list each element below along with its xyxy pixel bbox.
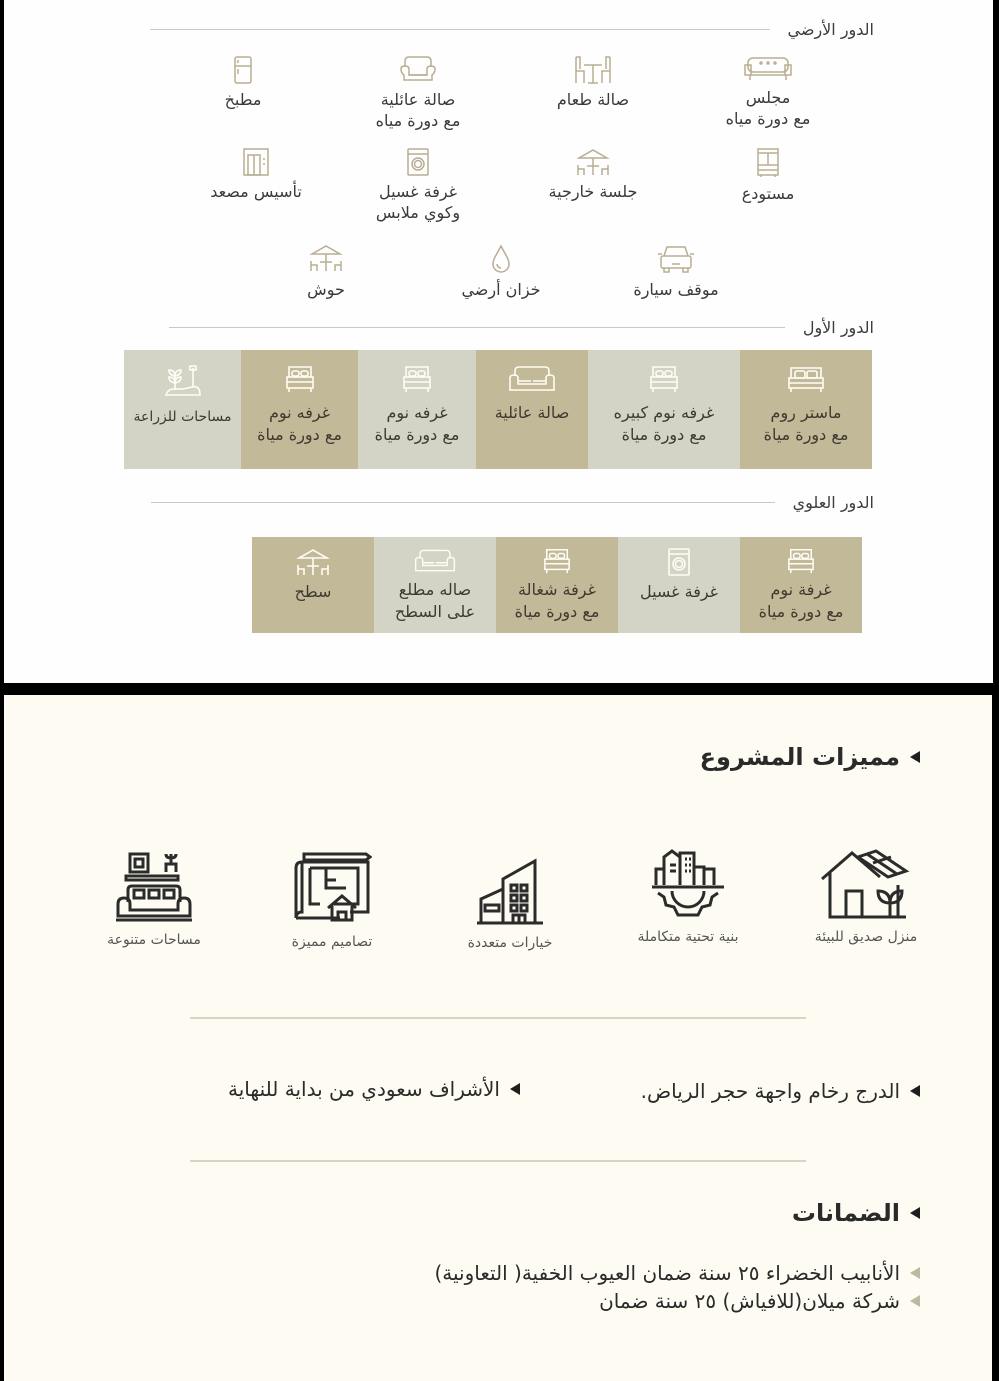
washing-machine-icon: [405, 147, 431, 177]
feature-varied-spaces: [74, 850, 234, 948]
feature-label: بنية تحتية متكاملة: [637, 929, 739, 945]
first-floor-title: الدور الأول: [802, 318, 874, 337]
infrastructure-icon: [650, 845, 726, 921]
warranty-text: شركة ميلان(للافياش) ٢٥ سنة ضمان: [599, 1289, 900, 1313]
triangle-bullet-icon: [510, 1083, 520, 1095]
tile-farming-areas: [124, 350, 241, 469]
dining-table-icon: [572, 55, 614, 85]
car-icon: [656, 243, 696, 275]
ground-item-outdoor-seating: [508, 147, 678, 202]
sofa-icon: [507, 364, 557, 394]
ground-item-laundry: [333, 147, 503, 223]
features-panel: [4, 695, 992, 1381]
tile-roof-hall: [374, 537, 496, 633]
ground-item-sublabel: مع دورة مياه: [725, 109, 811, 128]
tile-sublabel: مع دورة مياة: [621, 425, 707, 444]
tile-label: صالة عائلية: [494, 403, 570, 422]
warranty-item-fixtures: [599, 1289, 920, 1313]
washing-machine-icon: [666, 547, 692, 577]
tile-sublabel: مع دورة مياة: [257, 425, 342, 444]
blueprint-icon: [292, 850, 372, 926]
divider: [169, 327, 785, 328]
ground-item-label: تأسيس مصعد: [210, 182, 302, 201]
patio-umbrella-icon: [295, 547, 331, 577]
water-drop-icon: [489, 243, 513, 275]
ground-item-majlis: [683, 55, 853, 129]
elevator-icon: [242, 147, 270, 177]
triangle-bullet-icon: [910, 751, 920, 763]
ground-item-elevator: [171, 147, 341, 202]
features-heading: [700, 743, 920, 771]
feature-eco-house: [786, 845, 946, 945]
tile-label: غرفه نوم: [386, 403, 448, 422]
feature-label: مساحات متنوعة: [107, 932, 201, 948]
tile-laundry: [618, 537, 740, 633]
tile-sublabel: على السطح: [394, 602, 476, 621]
armchair-icon: [398, 55, 438, 85]
warranty-text: الأنابيب الخضراء ٢٥ سنة ضمان العيوب الخفية( التعاونية): [434, 1261, 900, 1285]
sofa-icon: [413, 547, 457, 575]
triangle-bullet-icon: [910, 1207, 920, 1219]
tile-label: غرفه نوم كبيره: [613, 403, 715, 422]
feature-infrastructure: [608, 845, 768, 945]
ground-item-kitchen: [158, 55, 328, 110]
ground-item-label: صالة طعام: [556, 90, 630, 109]
feature-label: تصاميم مميزة: [291, 934, 373, 950]
ground-item-sublabel: وكوي ملابس: [375, 203, 461, 222]
ground-item-family-hall: [333, 55, 503, 131]
patio-umbrella-icon: [575, 147, 611, 177]
ground-item-label: موقف سيارة: [633, 280, 719, 299]
divider: [150, 29, 770, 30]
fridge-icon: [232, 55, 254, 85]
highlight-staircase: [641, 1079, 920, 1103]
plant-shovel-icon: [163, 364, 203, 398]
tile-bedroom: [740, 537, 862, 633]
tile-sublabel: مع دورة مياة: [763, 425, 849, 444]
ground-item-label: مجلس: [745, 88, 791, 107]
bed-icon: [401, 364, 433, 394]
patio-umbrella-icon: [308, 243, 344, 275]
tile-sublabel: مع دورة مياة: [514, 602, 600, 621]
ground-item-dining: [508, 55, 678, 110]
highlight-text: الأشراف سعودي من بداية للنهاية: [228, 1077, 500, 1101]
ground-item-label: جلسة خارجية: [548, 182, 638, 201]
ground-floor-title: الدور الأرضي: [787, 20, 874, 39]
tile-label: غرفة غسيل: [639, 582, 719, 601]
tile-label: غرفه نوم: [268, 403, 331, 422]
ground-item-yard: [241, 243, 411, 300]
tile-family-hall: [476, 350, 588, 469]
divider: [190, 1017, 806, 1019]
tile-label: ماستر روم: [770, 403, 842, 422]
ground-floor-header: [150, 20, 874, 39]
tile-maid-room: [496, 537, 618, 633]
tile-bedroom-1: [358, 350, 476, 469]
bed-icon: [648, 364, 680, 394]
highlight-text: الدرج رخام واجهة حجر الرياض.: [640, 1079, 900, 1103]
building-icon: [475, 857, 545, 927]
triangle-bullet-icon: [910, 1295, 920, 1307]
tile-label: مساحات للزراعة: [133, 409, 232, 425]
ground-item-label: صالة عائلية: [380, 90, 456, 109]
feature-label: خيارات متعددة: [467, 935, 553, 951]
sofa-icon: [742, 55, 794, 83]
eco-house-icon: [818, 845, 914, 921]
feature-multiple-options: [430, 857, 590, 951]
warranties-heading: [792, 1199, 920, 1227]
ground-item-water-tank: [416, 243, 586, 300]
divider: [190, 1160, 806, 1162]
first-floor-header: [169, 318, 874, 337]
first-floor-tiles: [124, 350, 872, 469]
triangle-bullet-icon: [910, 1267, 920, 1279]
ground-item-label: مستودع: [741, 184, 795, 203]
ground-item-label: حوش: [307, 280, 345, 299]
warranty-item-pipes: [434, 1261, 920, 1285]
warranties-title: الضمانات: [791, 1199, 900, 1227]
divider: [151, 502, 775, 503]
feature-distinguished-designs: [252, 850, 412, 950]
ground-item-label: خزان أرضي: [461, 280, 541, 299]
features-title: مميزات المشروع: [699, 743, 900, 771]
ground-item-label: غرفة غسيل: [378, 182, 458, 201]
living-room-icon: [114, 850, 194, 924]
double-bed-icon: [786, 364, 826, 394]
ground-item-label: مطبخ: [224, 90, 262, 109]
feature-label: منزل صديق للبيئة: [814, 929, 918, 945]
highlight-supervision: [228, 1077, 520, 1101]
tile-sublabel: مع دورة مياة: [758, 602, 844, 621]
tile-large-bedroom: [588, 350, 740, 469]
tile-master-room: [740, 350, 872, 469]
bed-icon: [785, 547, 817, 575]
upper-floor-tiles: [252, 537, 862, 633]
tile-label: سطح: [294, 582, 332, 601]
tile-bedroom-2: [241, 350, 358, 469]
ground-item-storage: [683, 147, 853, 204]
ground-item-parking: [591, 243, 761, 300]
tile-label: غرفة نوم: [770, 580, 832, 599]
ground-item-sublabel: مع دورة مياه: [375, 111, 461, 130]
bed-icon: [284, 364, 316, 394]
tile-roof: [252, 537, 374, 633]
cabinet-icon: [755, 147, 781, 179]
tile-label: صاله مطلع: [398, 580, 472, 599]
tile-label: غرفة شغالة: [518, 580, 596, 599]
upper-floor-title: الدور العلوي: [792, 493, 874, 512]
floor-plan-panel: [4, 0, 993, 683]
triangle-bullet-icon: [910, 1085, 920, 1097]
tile-sublabel: مع دورة مياة: [374, 425, 460, 444]
upper-floor-header: [151, 493, 874, 512]
bed-icon: [541, 547, 573, 575]
